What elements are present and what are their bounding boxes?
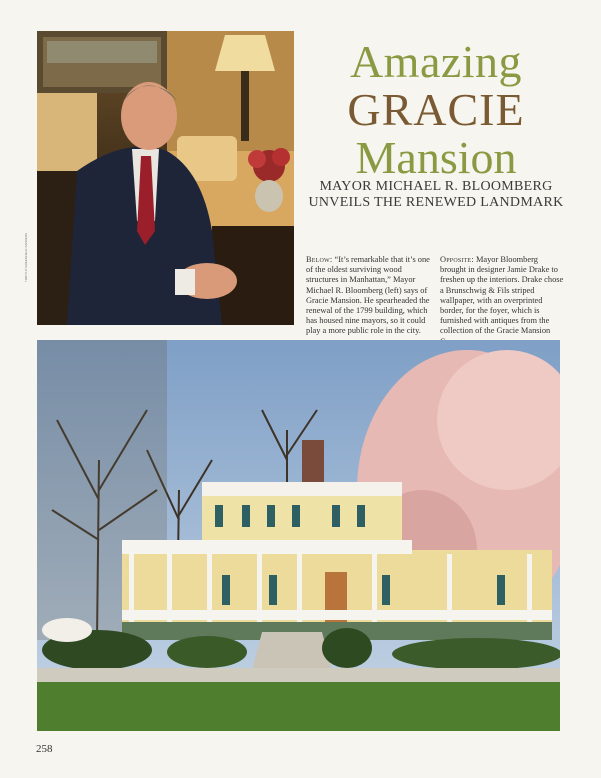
- article-title: [307, 38, 565, 182]
- title-line-mansion: Mansion: [355, 132, 517, 183]
- title-line-gracie: GRACIE: [347, 84, 525, 135]
- caption-opposite: [440, 255, 566, 347]
- caption-opposite-lead: Opposite:: [440, 255, 474, 264]
- caption-below-lead: Below:: [306, 255, 333, 264]
- article-subtitle: MAYOR MICHAEL R. BLOOMBERG UNVEILS THE RENEWED LANDMARK: [308, 179, 564, 210]
- caption-below-text: “It’s remarkable that it’s one of the oldest surviving wood structures in Manhattan,” Mayor Michael R. Bloomberg (left) says of Gracie Mansion. He spearheaded the renewal of the 1799 building, which has housed nine mayors, so it could play a more public role in the city.: [306, 255, 430, 336]
- title-line-amazing: Amazing: [349, 36, 523, 87]
- page-number: 258: [36, 743, 53, 755]
- photo-credit: TIMOTHY GREENFIELD-SANDERS: [24, 233, 28, 282]
- caption-opposite-text: Mayor Bloomberg brought in designer Jamie Drake to freshen up the interiors. Drake chose a Brunschwig & Fils striped wallpaper, with an overprinted border, for the foyer, which is furnished with antiques from the collection of the Gracie Mansion: [440, 255, 564, 336]
- mansion-photo: [37, 340, 560, 731]
- caption-below: [306, 255, 432, 337]
- portrait-photo: [37, 31, 294, 325]
